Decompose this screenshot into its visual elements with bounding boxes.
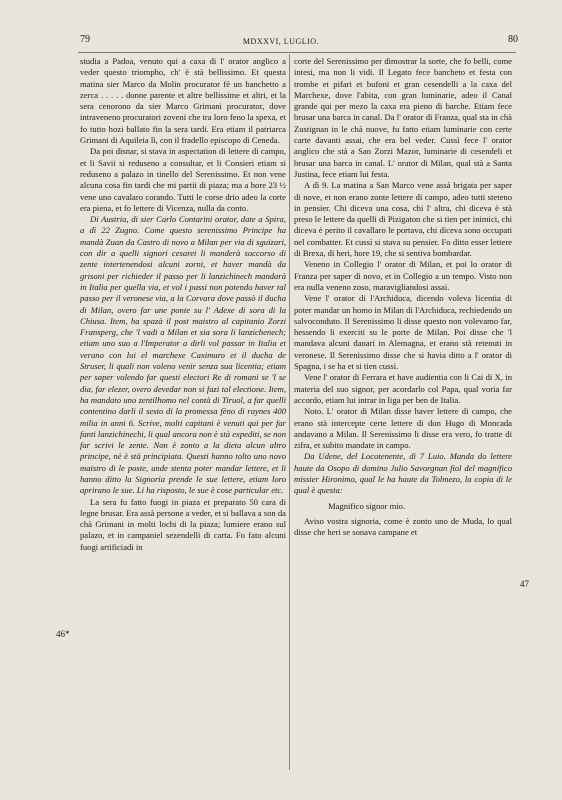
- paragraph: La sera fu fatto fuogi in piaza et preparato 50 cara di legne brusar. Era assà persone a veder, et si ballava a son da chà Grimani in molti lochi di la piaza; lumiere erano sul palazo, et in campaniel sezendelli di carta. Fo fato alcuni fuogi artificiadi in: [80, 496, 286, 552]
- right-column: [294, 56, 512, 776]
- paragraph: Da Udene, del Locotenente, di 7 Luio. Manda do lettere haute da Osopo di domino Julio Savorgnan fiol del magnifico missier Hironimo, qual le ha haute da Tolmezo, la copia di le qual è questa:: [294, 451, 512, 496]
- paragraph: studia a Padoa, venuto qui a caxa di l' orator anglico a veder questo triompho, ch' è stà bellissimo. Et questa matina sier Marco da Molin procurator fè un banchetto a zerca . . . . . donne parente et altre bellissime et altri, et la sera cenorono da sier Marco Grimani procurator, dove intraveneno procuratori zoveni che tra loro feno la spexa, et fo tutto hozi ballato fin la sera tardi. Era etiam il patriarca Grimani di Aquileia lì, con il fradello episcopo di Ceneda.: [80, 56, 286, 146]
- column-divider: [289, 54, 290, 770]
- right-page-number: 80: [508, 34, 518, 45]
- paragraph: Vene l' orator di l'Archiduca, dicendo voleva licentia di poter mandar un homo in Milan di l'Archiduca, rechiedendo un salvoconduto. Il Serenissimo li disse questo non volevamo far, hessendo li exerciti su le porte de Milan. Poi disse che 'l mandava alcuni danari in Alemagna, et erano stà retenuti in veronese. Il Serenissimo disse che si havia ditto a l' orator di Spagna, i se ha et si tien cussì.: [294, 293, 512, 372]
- header-rule: [78, 52, 516, 53]
- left-column: [80, 56, 286, 776]
- paragraph: Noto. L' orator di Milan disse haver lettere di campo, che erano stà intercepte certe lettere di don Hugo di Moncada andavano a Milan. Il Serenissimo li disse era vero, fo tratte di zifra, et subito mandate in campo.: [294, 406, 512, 451]
- paragraph: A dì 9. La matina a San Marco vene assà brigata per saper di nove, et non erano zonte lettere di campo, adeo tutti steteno in pensier. Chi diceva una cosa, chi l' altra, chi diceva è stà preso le lettere da quelli di Pizigaton che si tien per inimici, chi diceva è perito il cavallaro le portava, chi diceva sono occupati nel combatter. Et cussì si stava su pensier. Fo ditto esser lettere di Brexa, di heri, hore 19, che si sentiva bombardar.: [294, 180, 512, 259]
- left-page-number: 79: [80, 34, 90, 45]
- right-margin-number: 47: [520, 579, 529, 589]
- paragraph: Aviso vostra signoria, come è zonto uno de Muda, lo qual disse che heri se sonava campane et: [294, 515, 512, 538]
- paragraph: corte del Serenissimo per dimostrar la sorte, che fo belli, come intesi, ma non li vidi. Il Legato fece bancheto et festa con trombe et pifari et bufoni et gran cesendelli a la caxa del Marchexe, dove l'abita, con gran luminarie, adeo il Canal grande qui per mezo la caxa era pieno di barche. Etiam fece brusar una barca in canal. Da l' orator di Franza, qual sta in chà Zustignan in le chà nuove, fu fatto etiam luminarie con certe carte davanti assai, che era bel veder. Cussì fece l' orator anglico che stà a San Zorzi Mazor, luminarie di cesendeli et brusar una barca in canal. L' orator di Milan, qual stà a Santa Justina, fece etiam lui festa.: [294, 56, 512, 179]
- running-title: MDXXVI, LUGLIO.: [242, 37, 320, 46]
- paragraph: Veneno in Collegio l' orator di Milan, et poi lo orator di Franza per saper di novo, et in Collegio a un tempo. Visto non era nulla veneno zoso, maravigliandosi assai.: [294, 259, 512, 292]
- left-margin-number: 46*: [56, 629, 70, 639]
- salutation: Magnifico signor mio.: [328, 500, 406, 511]
- paragraph: Da poi disnar, si stava in aspectation di lettere di campo, et li Savii si reduseno a consultar, et li Consieri etiam si reduseno a palazo in tinello del Serenissimo. Et non vene alcuna cosa fin tardi che mi partii di piaza; ma a hore 23 ½ vene uno cavalaro corando. Tutti le corse drio adeo la corte era piena, et fo lettere di Vicenza, nulla da conto.: [80, 146, 286, 213]
- paragraph: Vene l' orator di Ferrara et have audientia con li Cai di X, in materia del suo signor, per acordarlo col Papa, qual voria far accordo, etiam lui intrar in liga per ben de Italia.: [294, 372, 512, 405]
- paragraph: Di Austria, di sier Carlo Contarini orator, date a Spira, a dì 22 Zugno. Come questo serenissimo Principe ha mandà Zuan da Castro di novo a Milan per via di sguizari, con dir a quelli signori cesarei li manderà soccorso di zente intertenendosi alcuni zorni, et haver mandà da grisoni per richieder il passo per li lanzichinech mandarà in Italia per quella via, et vol i passi non potendo haver tal passo per il veronese via, a la Corvara dove passò il ducha di Milan, overo far une ponte su l' Adexe di sora di la Chiusa. Item, ha spazà il post maistro al capitanio Zorzi Fransperg, che 'l vadi a Milan et sia sora li lanzichenech; etiam uno suo a l'Imperator a dirli vol passar in Italia et verano con lui el marchexe Caximuro et il ducha de Struser, li quali non voleno venir senza sua licentia; etiam per saper volendo far questi electori Re di romani se 'l se dia, far elezer, overo devedar non si fazi tal electione. Item, ha mandato uno zentilhomo nel contà di Tiruol, a far quelli contentino darli il sesto di la promessa fèno di raynes 400 milia in anni 6. Scrive, molti capitani è venuti qui per far fanti lanzichinechi, li qual ancora non è stà expediti, se non far scrivi le zente. Non è zonto a la dieta alcun altro principe, nè è stà principiata. Questi hanno tolto uno novo maistro di le poste, unde stenta poter mandar lettere, et li hanno ditto la Signoria prende le sue lettere, etiam loro aprirano le sue. Li ha risposto, le sue è cose particular etc.: [80, 214, 286, 496]
